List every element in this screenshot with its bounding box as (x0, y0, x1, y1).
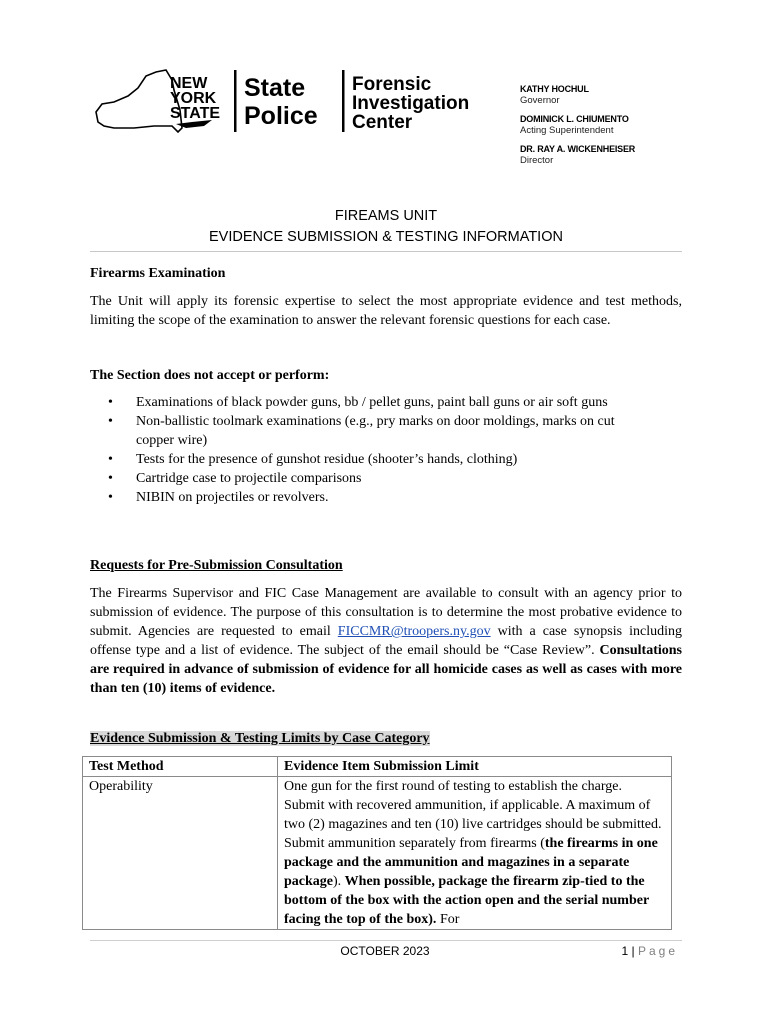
logo-state-word: State (244, 74, 306, 102)
footer-page-number (621, 944, 678, 958)
official-name: DOMINICK L. CHIUMENTO (520, 114, 629, 124)
consultation-heading: Requests for Pre-Submission Consultation (90, 558, 343, 573)
list-item: • Cartridge case to projectile comparisons (108, 469, 648, 488)
limit-bold-text: the firearms in one package and the ammunition and magazines in a separate package (284, 836, 658, 889)
consultation-text-2: with a case synopsis including offense type and a list of evidence. The subject of the email should be “Case Review”. (90, 624, 683, 658)
consultation-requirement: Consultations are required in advance of submission of evidence for all homicide cases as well as cases with more than ten (10) items of evidence. (90, 643, 682, 696)
official-title: Governor (520, 95, 560, 106)
table-row (83, 777, 672, 930)
limit-text: For (436, 912, 460, 927)
limit-bold-text: When possible, package the firearm zip-tied to the bottom of the box with the action open and the serial number facing the top of the box). (284, 874, 649, 927)
column-header-limit: Evidence Item Submission Limit (278, 757, 672, 777)
logo-divider-2 (342, 70, 345, 132)
not-accepted-heading: The Section does not accept or perform: (90, 368, 330, 383)
list-item: • Tests for the presence of gunshot residue (shooter’s hands, clothing) (108, 450, 648, 469)
limit-text: ). (333, 874, 345, 889)
official-name: DR. RAY A. WICKENHEISER (520, 144, 636, 154)
page-number: 1 (621, 944, 629, 958)
logo-new: NEW (170, 75, 208, 92)
column-header-test-method: Test Method (83, 757, 278, 777)
list-item: • Examinations of black powder guns, bb / pellet guns, paint ball guns or air soft guns (108, 393, 648, 412)
list-item: • Non-ballistic toolmark examinations (e.g., pry marks on door moldings, marks on cut copper wire) (108, 412, 648, 450)
limits-table (82, 756, 672, 930)
cell-limit (278, 777, 672, 930)
logo-york: YORK (170, 90, 217, 107)
title-unit: FIREAMS UNIT (334, 208, 438, 224)
page-separator: | (628, 944, 638, 958)
limit-text: One gun for the first round of testing to establish the charge. Submit with recovered ammunition, if applicable. A maximum of two (2) magazines and ten (10) live cartridges should be submitted. Submit ammunition separately from firearms ( (284, 779, 662, 851)
not-accepted-list (108, 393, 648, 507)
table-header-row (83, 757, 672, 777)
official-superintendent (520, 113, 635, 137)
document-title (90, 206, 682, 248)
logo-divider-1 (234, 70, 237, 132)
official-title: Acting Superintendent (520, 125, 614, 136)
consultation-paragraph (90, 584, 682, 698)
logo-center-word: Center (352, 112, 413, 133)
logo-state: STATE (170, 105, 221, 122)
limits-heading (90, 729, 430, 748)
logo-investigation-word: Investigation (352, 93, 470, 114)
footer-divider (90, 940, 682, 941)
cell-test-method: Operability (83, 777, 278, 930)
official-governor (520, 83, 635, 107)
title-divider (90, 251, 682, 252)
title-subject: EVIDENCE SUBMISSION & TESTING INFORMATION (209, 229, 563, 245)
officials-list (520, 83, 635, 173)
limits-heading-text: Evidence Submission & Testing Limits by Case Category (90, 731, 430, 746)
logo-graphic (94, 66, 494, 138)
logo-forensic-word: Forensic (352, 74, 432, 95)
footer-date: OCTOBER 2023 (340, 944, 430, 958)
logo-police-word: Police (244, 102, 318, 130)
nysp-fic-logo (94, 66, 494, 138)
firearms-exam-paragraph: The Unit will apply its forensic expertise to select the most appropriate evidence and test methods, limiting the scope of the examination to answer the relevant forensic questions for each case. (90, 294, 682, 328)
official-director (520, 143, 635, 167)
page-word: Page (637, 944, 678, 958)
official-title: Director (520, 155, 554, 166)
email-link[interactable]: FICCMR@troopers.ny.gov (337, 624, 491, 639)
firearms-exam-heading: Firearms Examination (90, 266, 226, 281)
consultation-text-1: The Firearms Supervisor and FIC Case Management are available to consult with an agency prior to submission of evidence. The purpose of this consultation is to determine the most probative evidence to submit. Agencies are requested to email (90, 586, 682, 639)
list-item: • NIBIN on projectiles or revolvers. (108, 488, 648, 507)
official-name: KATHY HOCHUL (520, 84, 589, 94)
